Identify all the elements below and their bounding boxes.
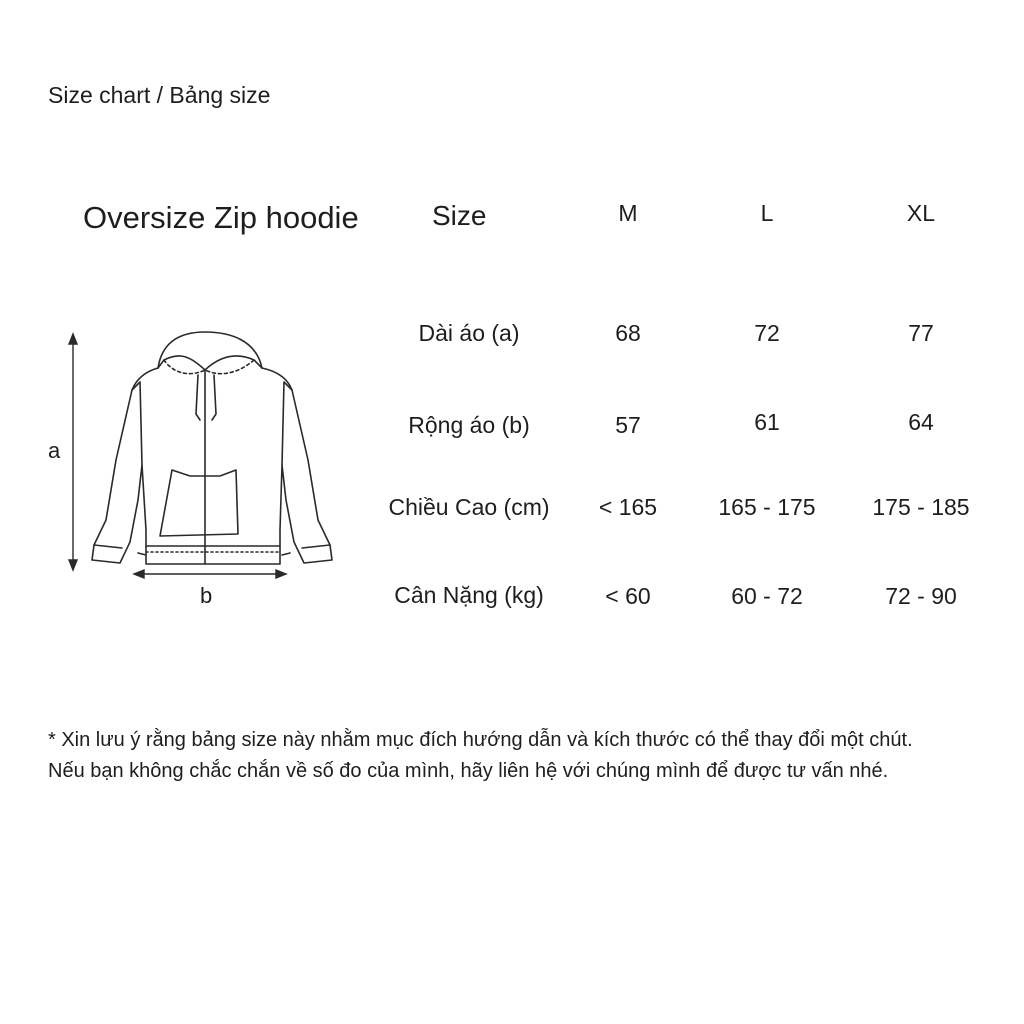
product-name: Oversize Zip hoodie: [83, 200, 359, 235]
row-label-height: Chiều Cao (cm): [388, 494, 550, 520]
table-cell: < 165: [598, 494, 658, 520]
table-cell: < 60: [605, 583, 651, 609]
table-cell: 60 - 72: [731, 583, 803, 609]
disclaimer-note-line1: * Xin lưu ý rằng bảng size này nhằm mục đích hướng dẫn và kích thước có thể thay đổi một chút.: [48, 729, 913, 751]
table-cell: 77: [908, 320, 934, 346]
hoodie-illustration: [40, 320, 360, 620]
row-label-length: Dài áo (a): [418, 320, 520, 346]
size-column-header: Size: [432, 200, 487, 231]
table-cell: 72: [754, 320, 780, 346]
table-cell: 165 - 175: [718, 494, 816, 520]
table-cell: 175 - 185: [872, 494, 970, 520]
row-label-width: Rộng áo (b): [408, 412, 530, 438]
table-cell: 72 - 90: [885, 583, 957, 609]
dimension-label-a: a: [48, 438, 61, 463]
dimension-label-b: b: [200, 583, 213, 608]
size-xl-header: XL: [906, 200, 936, 226]
disclaimer-note-line2: Nếu bạn không chắc chắn về số đo của mình, hãy liên hệ với chúng mình để được tư vấn nhé.: [48, 760, 889, 782]
size-m-header: M: [618, 200, 638, 226]
hoodie-diagram: [40, 320, 360, 620]
page-title: Size chart / Bảng size: [48, 82, 271, 108]
row-label-weight: Cân Nặng (kg): [394, 582, 544, 608]
table-cell: 64: [908, 409, 934, 435]
size-l-header: L: [760, 200, 774, 226]
table-cell: 61: [754, 409, 780, 435]
table-cell: 68: [615, 320, 641, 346]
table-cell: 57: [615, 412, 641, 438]
